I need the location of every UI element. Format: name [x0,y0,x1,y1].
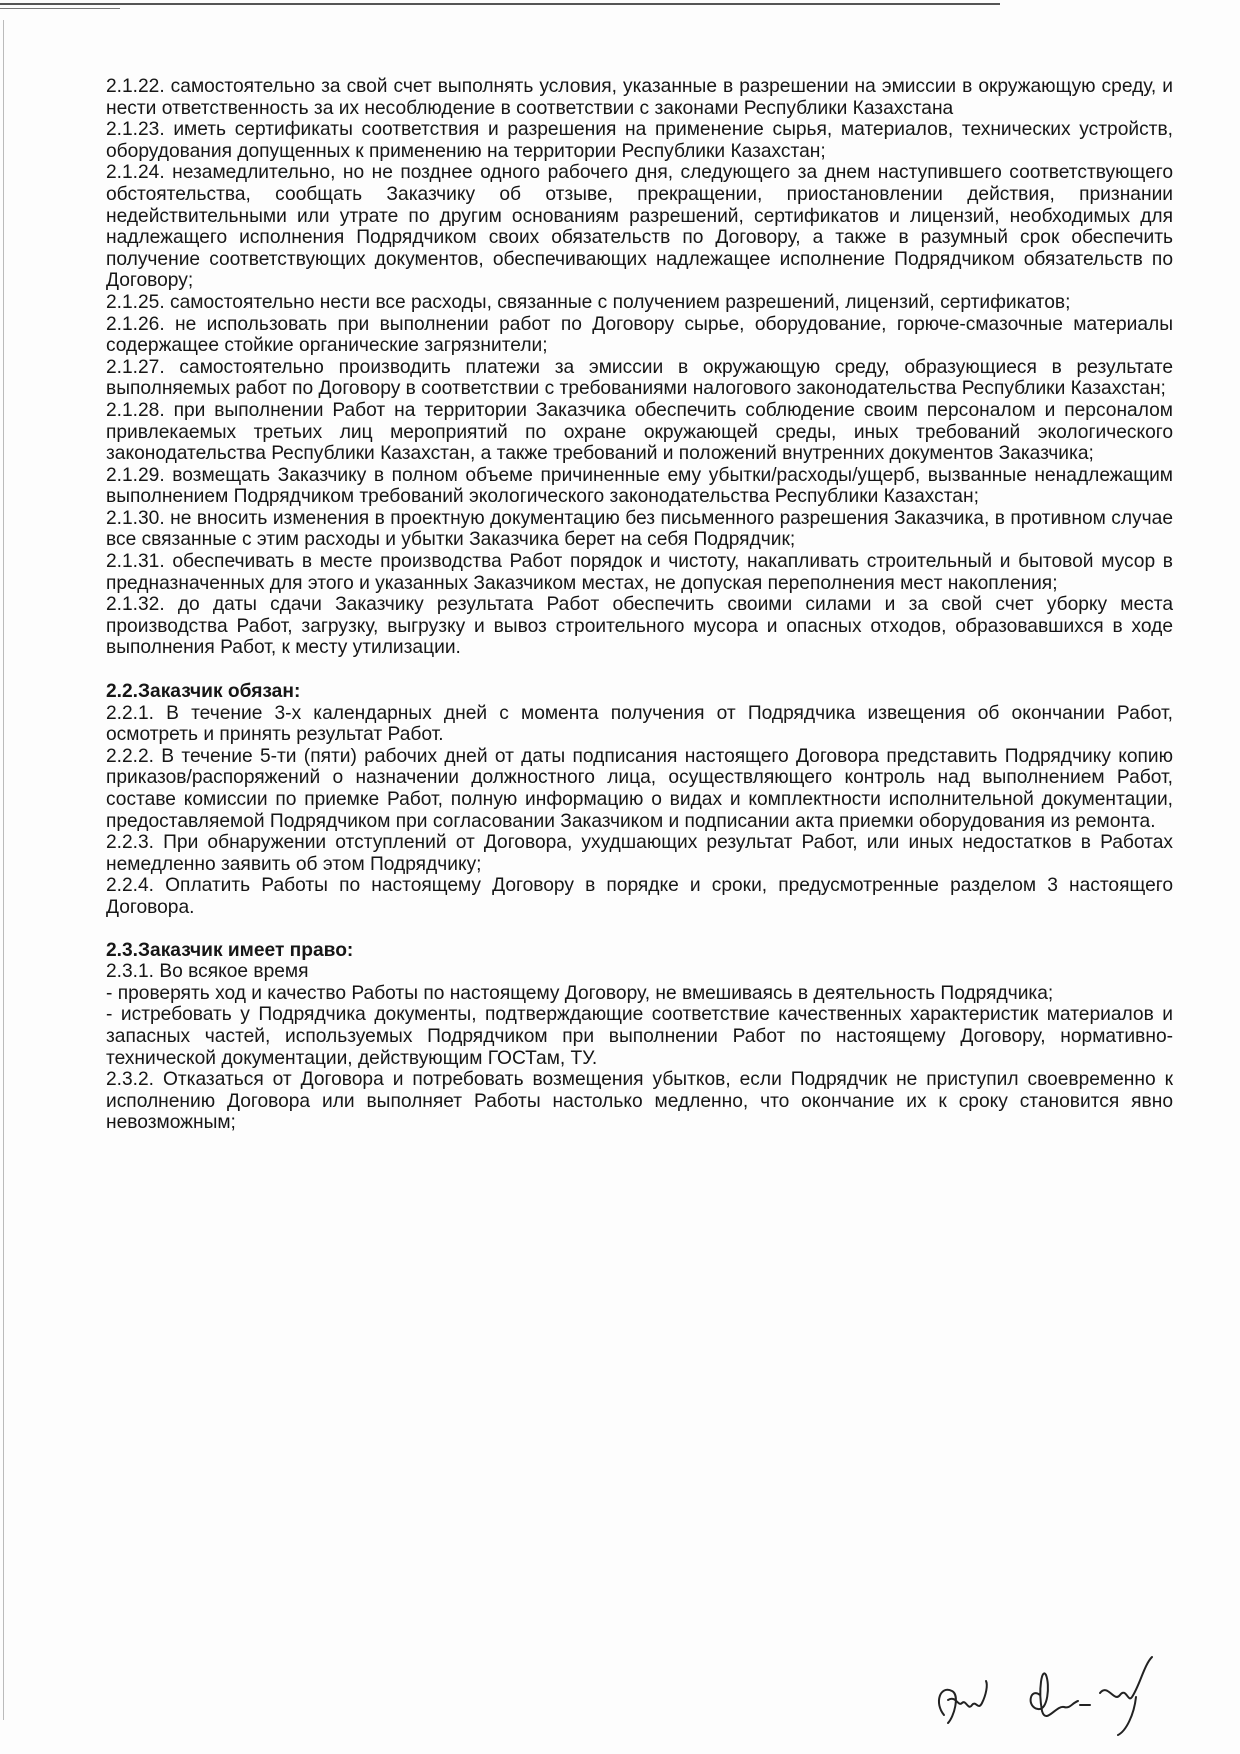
signature-2-tail [1100,1657,1152,1735]
clause-2-1-23: 2.1.23. иметь сертификаты соответствия и разрешения на применение сырья, материалов, технических устройств, оборудования допущенных к применению на территории Республики Казахстан; [106,119,1173,162]
scan-left-edge [3,20,4,1720]
clause-2-1-26: 2.1.26. не использовать при выполнении работ по Договору сырье, оборудование, горюче-смазочные материалы содержащее стойкие органические загрязнители; [106,313,1173,357]
scan-top-border [0,3,1000,5]
clause-2-2-4: 2.2.4. Оплатить Работы по настоящему Договору в порядке и сроки, предусмотренные разделом 3 настоящего Договора. [106,875,1173,918]
clause-2-3-1-item-1: - проверять ход и качество Работы по настоящему Договору, не вмешиваясь в деятельность Подрядчика; [106,982,1054,1004]
clause-2-3-1-item-2: - истребовать у Подрядчика документы, подтверждающие соответствие качественных характеристик материалов и запасных частей, используемых Подрядчиком при выполнении Работ по настоящему Договору, нормативно-технической документации, действующим ГОСТам, ТУ. [106,1004,1173,1069]
clause-2-2-1: 2.2.1. В течение 3-х календарных дней с момента получения от Подрядчика извещения об окончании Работ, осмотреть и принять результат Работ. [106,702,1173,746]
signature-1 [939,1681,987,1723]
clause-2-1-24: 2.1.24. незамедлительно, но не позднее одного рабочего дня, следующего за днем наступившего соответствующего обстоятельства, сообщать Заказчику об отзыве, прекращении, приостановлении действия, признании недействительными или утрате по другим основаниям разрешений, сертификатов и лицензий, необходимых для надлежащего исполнения Подрядчиком своих обязательств по Договору, а также в разумный срок обеспечить получение соответствующих документов, обеспечивающих надлежащее исполнение Подрядчиком обязательств по Договору; [106,162,1173,292]
clause-2-2-2: 2.2.2. В течение 5-ти (пяти) рабочих дней от даты подписания настоящего Договора представить Подрядчику копию приказов/распоряжений о назначении должностного лица, осуществляющего контроль над выполнением Работ, составе комиссии по приемке Работ, полную информацию о видах и комплектности исполнительной документации, предоставляемой Подрядчиком при согласовании Заказчиком и подписании акта приемки оборудования из ремонта. [106,745,1173,832]
document-body [106,76,1173,1134]
clause-2-1-31: 2.1.31. обеспечивать в месте производства Работ порядок и чистоту, накапливать строительный и бытовой мусор в предназначенных для этого и указанных Заказчиком местах, не допуская переполнения мест накопления; [106,551,1173,594]
scan-top-border-short [0,8,120,9]
section-2-2-heading: 2.2.Заказчик обязан: [106,681,301,703]
clause-2-3-1: 2.3.1. Во всякое время [106,961,309,983]
clause-2-1-32: 2.1.32. до даты сдачи Заказчику результата Работ обеспечить своими силами и за свой счет уборку места производства Работ, загрузку, выгрузку и вывоз строительного мусора и опасных отходов, образовавшихся в ходе выполнения Работ, к месту утилизации. [106,594,1173,659]
clause-2-1-25: 2.1.25. самостоятельно нести все расходы, связанные с получением разрешений, лицензий, сертификатов; [106,291,1071,313]
handwritten-signatures [930,1645,1180,1740]
clause-2-1-27: 2.1.27. самостоятельно производить платежи за эмиссии в окружающую среду, образующиеся в результате выполняемых работ по Договору в соответствии с требованиями налогового законодательства Республики Казахстан; [106,356,1173,400]
clause-2-2-3: 2.2.3. При обнаружении отступлений от Договора, ухудшающих результат Работ, или иных недостатков в Работах немедленно заявить об этом Подрядчику; [106,832,1173,875]
clause-2-1-28: 2.1.28. при выполнении Работ на территории Заказчика обеспечить соблюдение своим персоналом и персоналом привлекаемых третьих лиц мероприятий по охране окружающей среды, иных требований экологического законодательства Республики Казахстан, а также требований и положений внутренних документов Заказчика; [106,399,1173,465]
clause-2-1-30: 2.1.30. не вносить изменения в проектную документацию без письменного разрешения Заказчика, в противном случае все связанные с этим расходы и убытки Заказчика берет на себя Подрядчик; [106,507,1173,551]
signatures [930,1645,1180,1740]
section-2-3-heading: 2.3.Заказчик имеет право: [106,939,354,961]
clause-2-1-22: 2.1.22. самостоятельно за свой счет выполнять условия, указанные в разрешении на эмиссии в окружающую среду, и нести ответственность за их несоблюдение в соответствии с законами Республики Казахстана [106,76,1173,119]
clause-2-1-29: 2.1.29. возмещать Заказчику в полном объеме причиненные ему убытки/расходы/ущерб, вызванные ненадлежащим выполнением Подрядчиком требований экологического законодательства Республики Казахстан; [106,464,1173,508]
signature-2 [1031,1673,1090,1716]
clause-2-3-2: 2.3.2. Отказаться от Договора и потребовать возмещения убытков, если Подрядчик не приступил своевременно к исполнению Договора или выполняет Работы настолько медленно, что окончание их к сроку становится явно невозможным; [106,1069,1173,1134]
